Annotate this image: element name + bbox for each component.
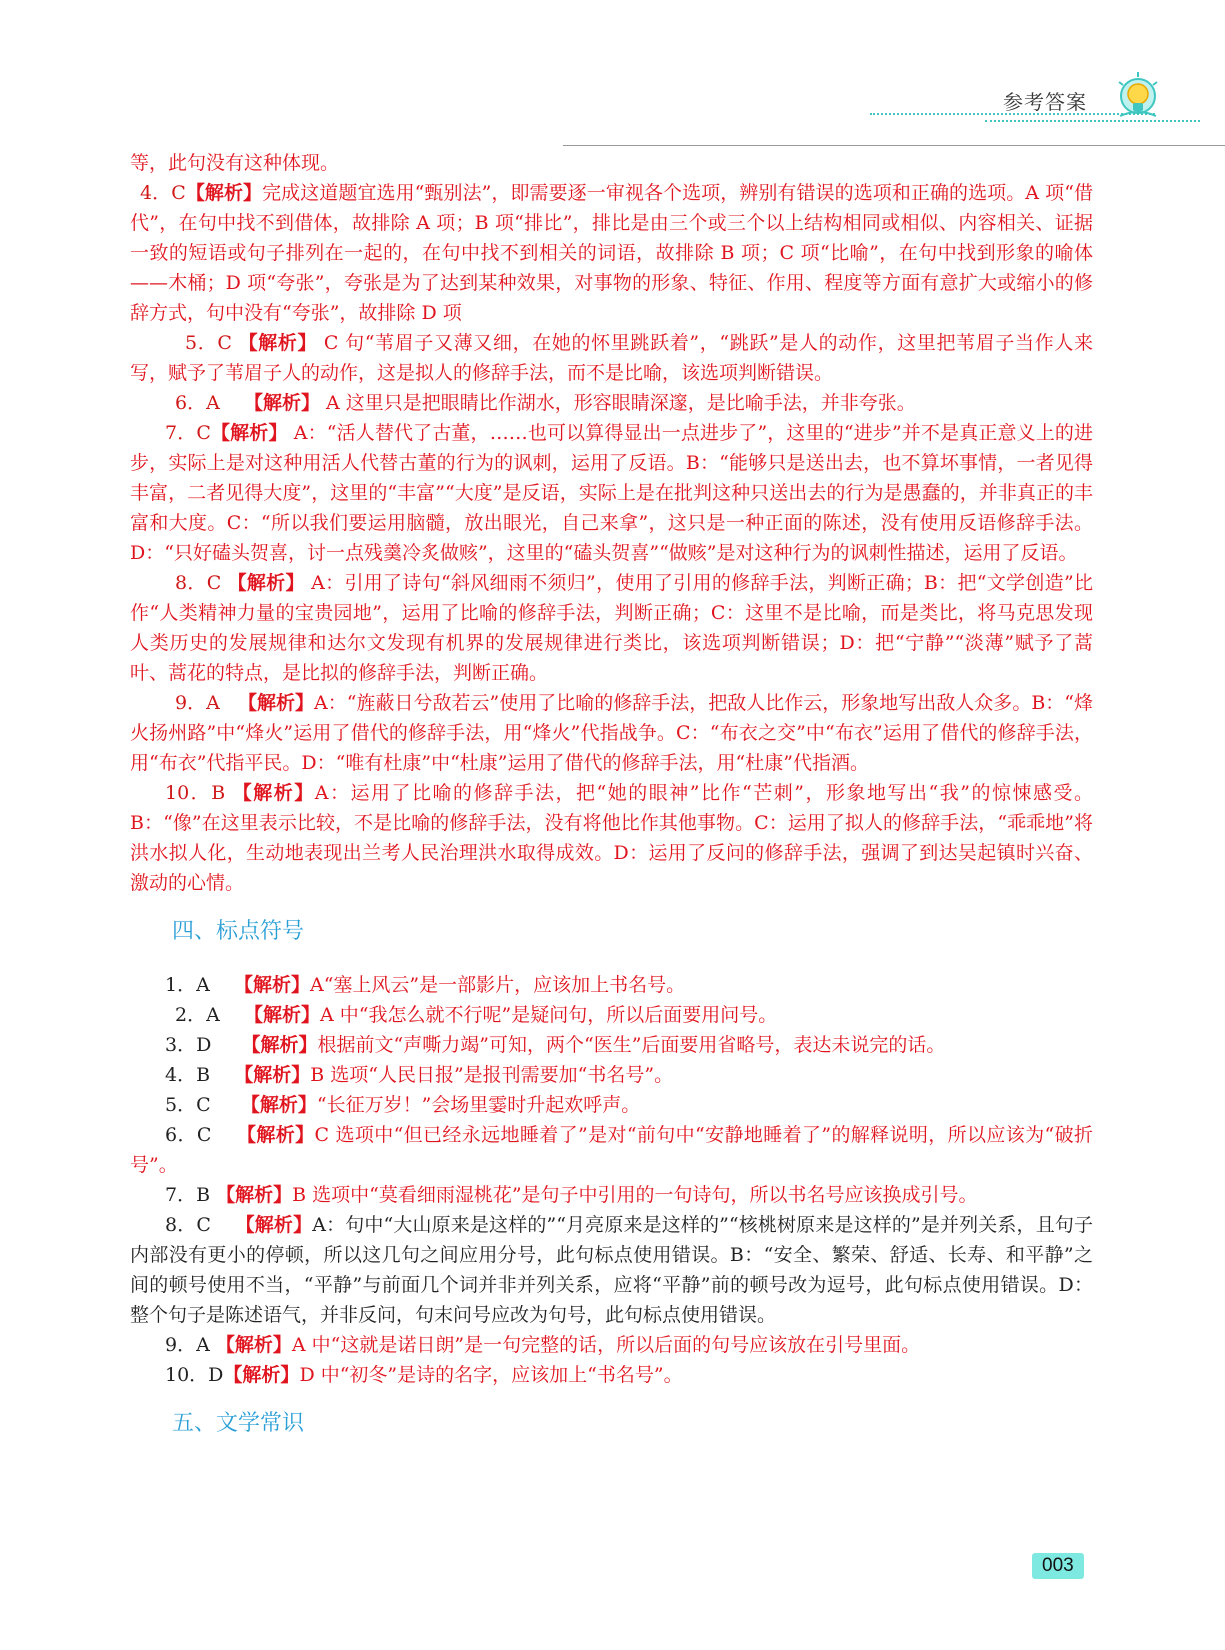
punctuation-item-8: 8．C 【解析】A：句中“大山原来是这样的”“月亮原来是这样的”“核桃树原来是这样的”是并列关系，且句子内部没有更小的停顿，所以这几句之间应用分号，此句标点使用错误。B：“安全、繁荣、舒适、长寿、和平静”之间的顿号使用不当，“平静”与前面几个词并非并列关系，应将“平静”前的顿号改为逗号，此句标点使用错误。D：整个句子是陈述语气，并非反问，句末问号应改为句号，此句标点使用错误。 bbox=[130, 1214, 1093, 1326]
punctuation-item-4: 4．B 【解析】B 选项“人民日报”是报刊需要加“书名号”。 bbox=[165, 1064, 674, 1086]
punctuation-item-3: 3．D 【解析】根据前文“声嘶力竭”可知，两个“医生”后面要用省略号，表达未说完的话。 bbox=[165, 1034, 946, 1056]
page-number: 003 bbox=[1032, 1553, 1084, 1579]
section-heading-punctuation: 四、标点符号 bbox=[172, 919, 305, 944]
lightbulb-icon bbox=[1110, 70, 1166, 126]
punctuation-item-5: 5．C 【解析】“长征万岁！”会场里霎时升起欢呼声。 bbox=[165, 1094, 641, 1116]
punctuation-item-9: 9．A 【解析】A 中“这就是诺日朗”是一句完整的话，所以后面的句号应该放在引号里面。 bbox=[165, 1334, 921, 1356]
punctuation-item-7: 7．B 【解析】B 选项中“莫看细雨湿桃花”是句子中引用的一句诗句，所以书名号应该换成引号。 bbox=[165, 1184, 978, 1206]
answer-paragraph: 等，此句没有这种体现。 bbox=[130, 152, 340, 174]
answer-item-9: 9．A 【解析】A：“旌蔽日兮敌若云”使用了比喻的修辞手法，把敌人比作云，形象地写出敌人众多。B：“烽火扬州路”中“烽火”运用了借代的修辞手法，用“烽火”代指战争。C：“布衣之交”中“布衣”运用了借代的修辞手法，用“布衣”代指平民。D：“唯有杜康”中“杜康”运用了借代的修辞手法，用“杜康”代指酒。 bbox=[130, 692, 1094, 774]
answer-item-5: 5．C 【解析】 C 句“苇眉子又薄又细，在她的怀里跳跃着”，“跳跃”是人的动作，这里把苇眉子当作人来写，赋予了苇眉子人的动作，这是拟人的修辞手法，而不是比喻，该选项判断错误。 bbox=[130, 332, 1093, 384]
punctuation-item-2: 2．A 【解析】A 中“我怎么就不行呢”是疑问句，所以后面要用问号。 bbox=[175, 1004, 778, 1026]
punctuation-item-6: 6．C 【解析】C 选项中“但已经永远地睡着了”是对“前句中“安静地睡着了”的解释说明，所以应该为“破折号”。 bbox=[130, 1124, 1093, 1176]
answer-item-10: 10．B 【解析】A：运用了比喻的修辞手法，把“她的眼神”比作“芒刺”，形象地写出“我”的惊悚感受。B：“像”在这里表示比较，不是比喻的修辞手法，没有将他比作其他事物。C：运用了拟人的修辞手法，“乖乖地”将洪水拟人化，生动地表现出兰考人民治理洪水取得成效。D：运用了反问的修辞手法，强调了到达吴起镇时兴奋、激动的心情。 bbox=[130, 782, 1093, 894]
header-dotted-line-lower bbox=[985, 120, 1200, 122]
answer-item-8: 8．C 【解析】 A：引用了诗句“斜风细雨不须归”，使用了引用的修辞手法，判断正确；B：把“文学创造”比作“人类精神力量的宝贵园地”，运用了比喻的修辞手法，判断正确；C：这里不是比喻，而是类比，将马克思发现人类历史的发展规律和达尔文发现有机界的发展规律进行类比，该选项判断错误；D：把“宁静”“淡薄”赋予了蒿叶、蒿花的特点，是比拟的修辞手法，判断正确。 bbox=[130, 572, 1093, 684]
header-title: 参考答案 bbox=[1003, 90, 1087, 114]
answer-content bbox=[130, 148, 1093, 1462]
punctuation-item-1: 1．A 【解析】A“塞上风云”是一部影片，应该加上书名号。 bbox=[165, 974, 686, 996]
section-heading-literature: 五、文学常识 bbox=[172, 1411, 305, 1436]
punctuation-item-10: 10．D【解析】D 中“初冬”是诗的名字，应该加上“书名号”。 bbox=[165, 1364, 683, 1386]
answer-item-7: 7．C【解析】 A：“活人替代了古董，……也可以算得显出一点进步了”，这里的“进步”并不是真正意义上的进步，实际上是对这种用活人代替古董的行为的讽刺，运用了反语。B：“能够只是送出去，也不算坏事情，一者见得丰富，二者见得大度”，这里的“丰富”“大度”是反语，实际上是在批判这种只送出去的行为是愚蠢的，并非真正的丰富和大度。C：“所以我们要运用脑髓，放出眼光，自己来拿”，这只是一种正面的陈述，没有使用反语修辞手法。D：“只好磕头贺喜，讨一点残羹冷炙做赅”，这里的“磕头贺喜”“做赅”是对这种行为的讽刺性描述，运用了反语。 bbox=[130, 422, 1094, 564]
answer-item-6: 6．A 【解析】 A 这里只是把眼睛比作湖水，形容眼睛深邃，是比喻手法，并非夸张。 bbox=[175, 392, 916, 414]
header-dotted-line bbox=[870, 113, 1155, 115]
header-rule bbox=[563, 145, 1225, 146]
answer-item-4: 4．C【解析】完成这道题宜选用“甄别法”，即需要逐一审视各个选项，辨别有错误的选项和正确的选项。A 项“借代”，在句中找不到借体，故排除 A 项；B 项“排比”，排比是由三个或三个以上结构相同或相似、内容相关、证据一致的短语或句子排列在一起的，在句中找不到相关的词语，故排除 B 项；C 项“比喻”，在句中找到形象的喻体——木桶；D 项“夸张”，夸张是为了达到某种效果，对事物的形象、特征、作用、程度等方面有意扩大或缩小的修辞方式，句中没有“夸张”，故排除 D 项 bbox=[130, 182, 1093, 324]
